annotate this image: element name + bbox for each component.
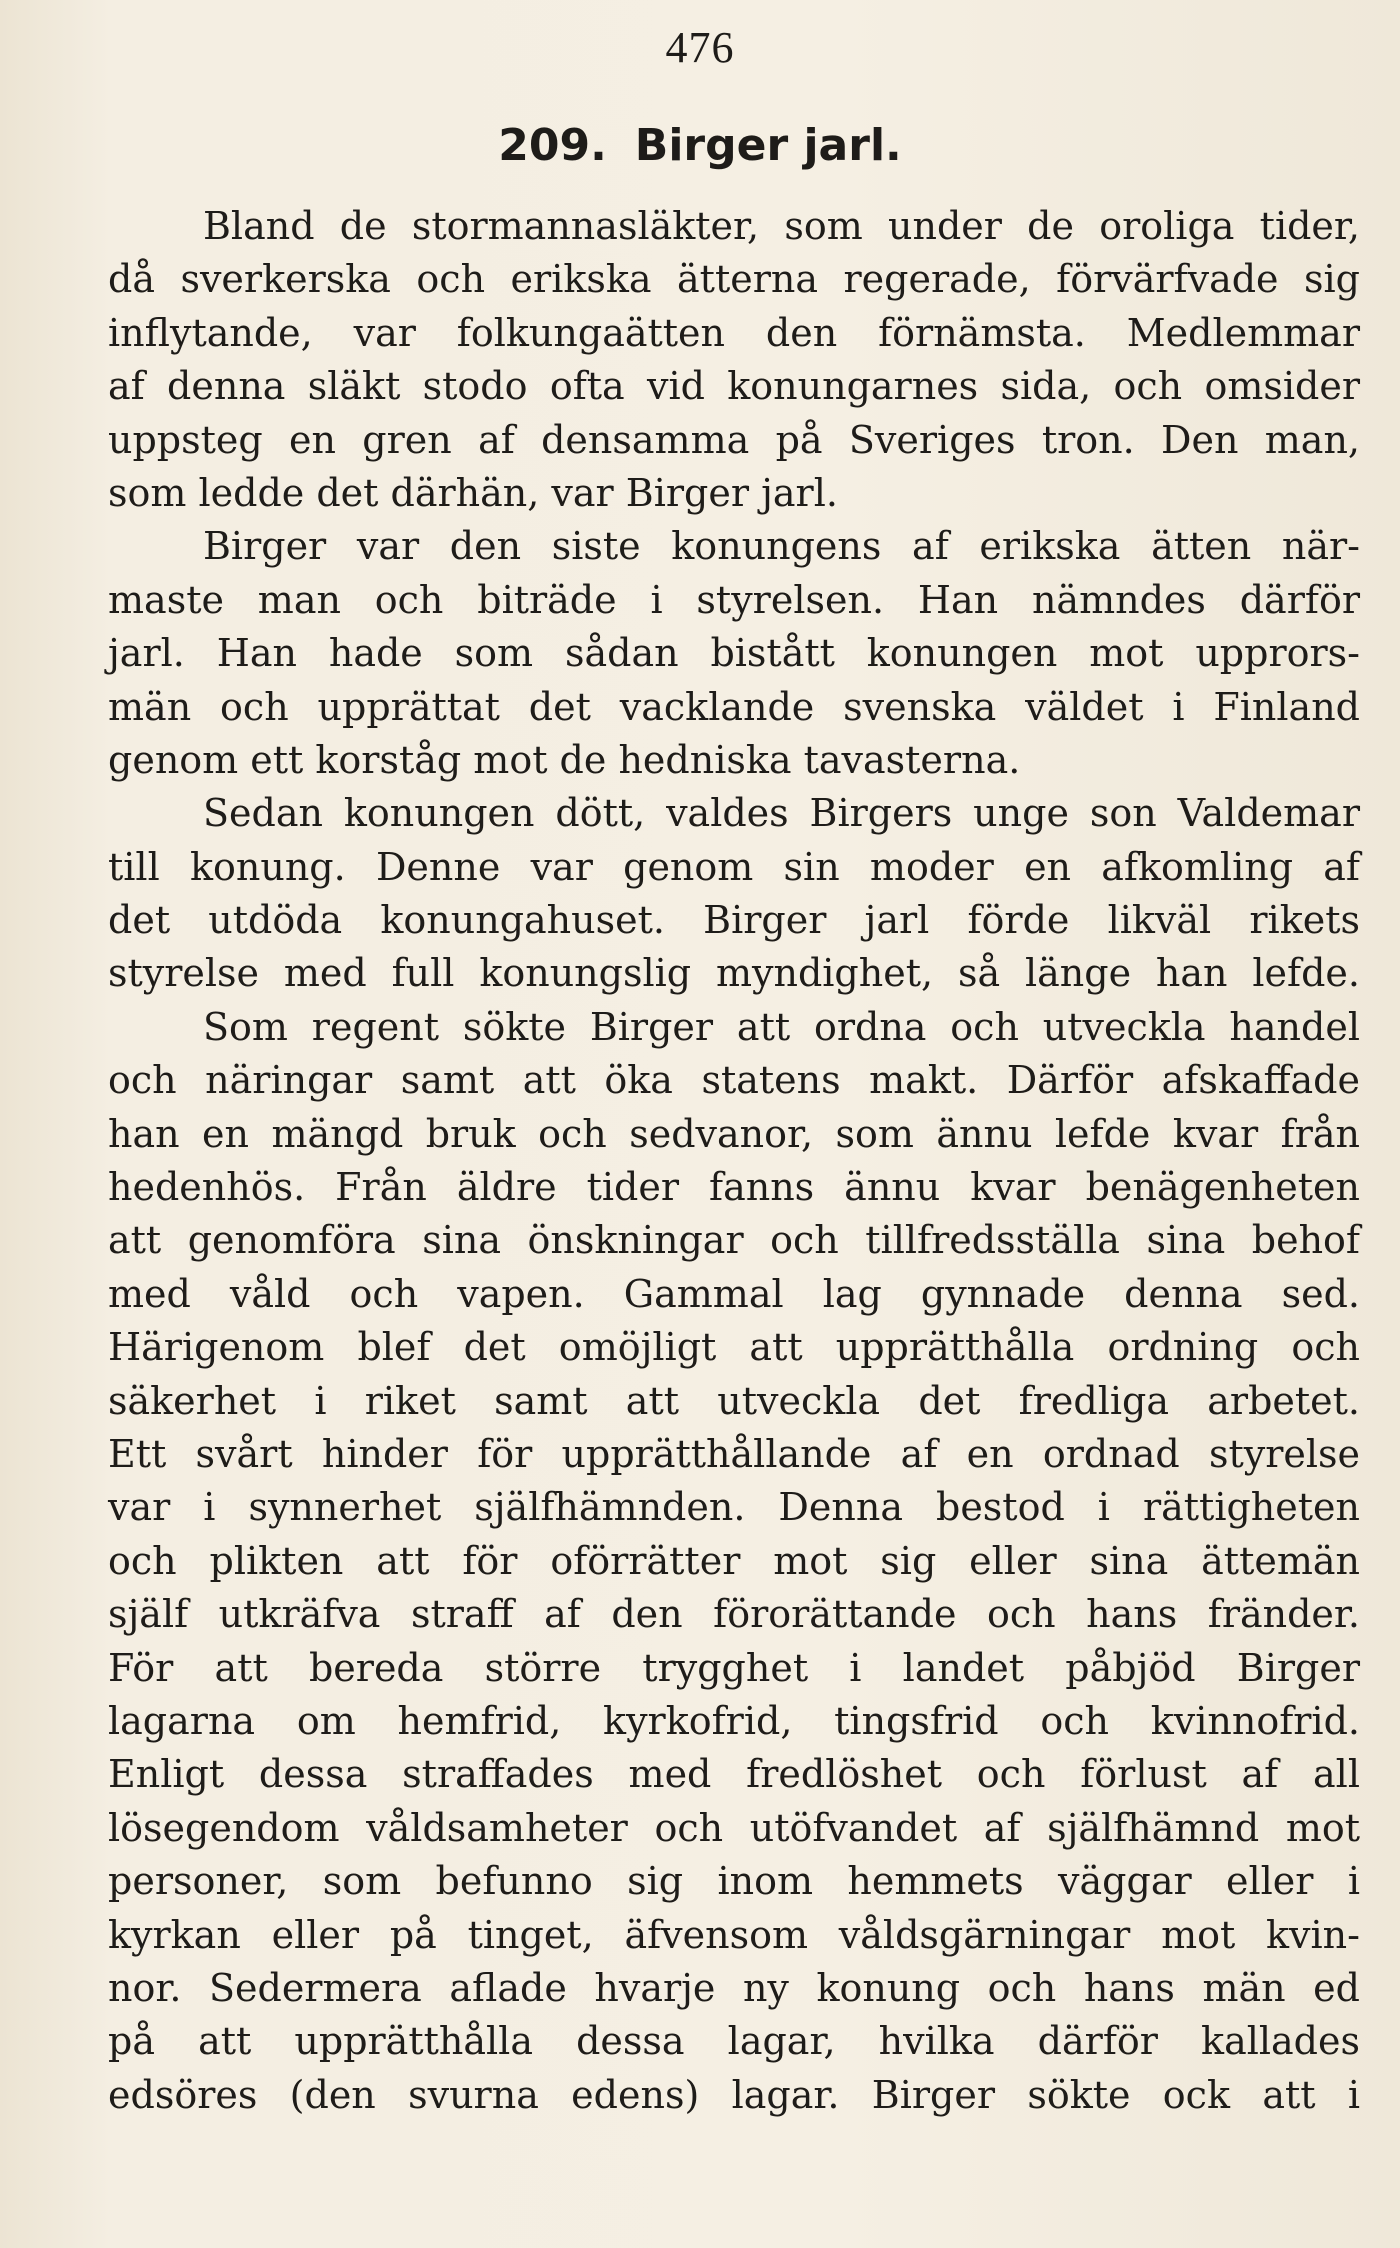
text-line: och näringar samt att öka statens makt. Därför afskaffade	[108, 1058, 1360, 1103]
text-line: Ett svårt hinder för upprätthållande af en ordnad styrelse	[108, 1431, 1360, 1476]
text-line: maste man och biträde i styrelsen. Han nämndes därför	[108, 577, 1360, 622]
text-line: styrelse med full konungslig myndighet, så länge han lefde.	[108, 951, 1360, 996]
text-line: hedenhös. Från äldre tider fanns ännu kvar benägenheten	[108, 1165, 1360, 1210]
text-line: det utdöda konungahuset. Birger jarl förde likväl rikets	[108, 898, 1360, 943]
text-line: var i synnerhet själfhämnden. Denna bestod i rättigheten	[108, 1485, 1360, 1530]
text-line: Härigenom blef det omöjligt att upprätthålla ordning och	[108, 1325, 1360, 1370]
text-line: Birger var den siste konungens af erikska ätten när-	[203, 524, 1360, 569]
section-heading	[0, 120, 1400, 171]
text-line: Sedan konungen dött, valdes Birgers unge son Valdemar	[203, 791, 1360, 836]
body-text	[108, 200, 1360, 2122]
text-line: på att upprätthålla dessa lagar, hvilka därför kallades	[108, 2019, 1360, 2064]
text-line: Enligt dessa straffades med fredlöshet och förlust af all	[108, 1752, 1360, 1797]
section-number: 209.	[498, 120, 607, 171]
text-line: För att bereda större trygghet i landet påbjöd Birger	[108, 1645, 1360, 1690]
text-line: af denna släkt stodo ofta vid konungarnes sida, och omsider	[108, 364, 1360, 409]
text-line: Bland de stormannasläkter, som under de oroliga tider,	[203, 204, 1360, 248]
text-line: män och upprättat det vacklande svenska väldet i Finland	[108, 684, 1360, 729]
text-line: nor. Sedermera aflade hvarje ny konung och hans män ed	[108, 1965, 1360, 2010]
text-line: och plikten att för oförrätter mot sig eller sina ättemän	[108, 1538, 1360, 1583]
text-line: då sverkerska och erikska ätterna regerade, förvärfvade sig	[108, 257, 1360, 302]
text-line: personer, som befunno sig inom hemmets väggar eller i	[108, 1859, 1360, 1904]
text-line: säkerhet i riket samt att utveckla det fredliga arbetet.	[108, 1378, 1360, 1423]
section-title: Birger jarl.	[634, 120, 902, 171]
page-number: 476	[665, 23, 735, 72]
text-line: till konung. Denne var genom sin moder en afkomling af	[108, 844, 1360, 889]
text-line: inflytande, var folkungaätten den förnämsta. Medlemmar	[108, 310, 1360, 355]
text-line: han en mängd bruk och sedvanor, som ännu lefde kvar från	[108, 1111, 1360, 1156]
text-line: med våld och vapen. Gammal lag gynnade denna sed.	[108, 1271, 1360, 1316]
text-line: jarl. Han hade som sådan bistått konungen mot upprors-	[108, 631, 1360, 676]
text-line: genom ett korståg mot de hedniska tavasterna.	[108, 737, 1021, 782]
text-line: lösegendom våldsamheter och utöfvandet af själfhämnd mot	[108, 1805, 1360, 1850]
text-line: som ledde det därhän, var Birger jarl.	[108, 470, 838, 515]
text-line: att genomföra sina önskningar och tillfredsställa sina behof	[108, 1218, 1360, 1263]
text-line: lagarna om hemfrid, kyrkofrid, tingsfrid och kvinnofrid.	[108, 1698, 1360, 1743]
text-line: uppsteg en gren af densamma på Sveriges tron. Den man,	[108, 417, 1360, 462]
text-line: Som regent sökte Birger att ordna och utveckla handel	[203, 1004, 1360, 1049]
text-line: själf utkräfva straff af den förorättande och hans fränder.	[108, 1592, 1360, 1637]
text-line: edsöres (den svurna edens) lagar. Birger sökte ock att i	[108, 2072, 1360, 2117]
text-line: kyrkan eller på tinget, äfvensom våldsgärningar mot kvin-	[108, 1912, 1360, 1957]
